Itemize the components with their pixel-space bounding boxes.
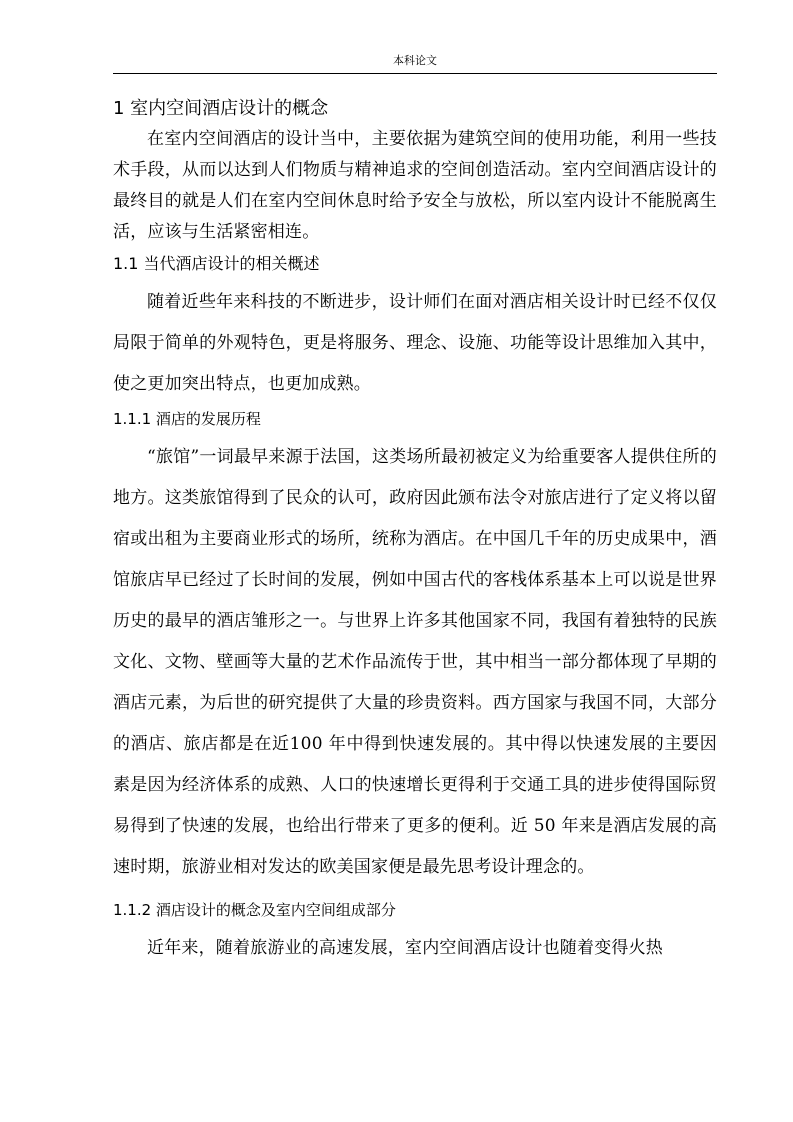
- subsection-heading-concept: 1.1.2 酒店设计的概念及室内空间组成部分: [113, 901, 396, 919]
- header-divider: [113, 73, 717, 74]
- concept-paragraph: 近年来，随着旅游业的高速发展，室内空间酒店设计也随着变得火热: [147, 938, 663, 958]
- section-heading: 1.1 当代酒店设计的相关概述: [113, 254, 320, 273]
- chapter-intro-paragraph: 在室内空间酒店的设计当中，主要依据为建筑空间的使用功能，利用一些技术手段，从而以达到人们物质与精神追求的空间创造活动。室内空间酒店设计的最终目的就是人们在室内空间休息时给予安全与放松，所以室内设计不能脱离生活，应该与生活紧密相连。: [113, 129, 717, 242]
- page-header: 本科论文: [393, 54, 437, 67]
- chapter-heading: 1 室内空间酒店设计的概念: [113, 98, 329, 119]
- subsection-heading-history: 1.1.1 酒店的发展历程: [113, 410, 261, 428]
- document-body: [113, 94, 717, 969]
- spacer: [113, 888, 717, 896]
- section-paragraph: 随着近些年来科技的不断进步，设计师们在面对酒店相关设计时已经不仅仅局限于简单的外观特色，更是将服务、理念、设施、功能等设计思维加入其中，使之更加突出特点，也更加成熟。: [113, 292, 717, 394]
- history-paragraph: “旅馆”一词最早来源于法国，这类场所最初被定义为给重要客人提供住所的地方。这类旅馆得到了民众的认可，政府因此颁布法令对旅店进行了定义将以留宿或出租为主要商业形式的场所，统称为酒店。在中国几千年的历史成果中，酒馆旅店早已经过了长时间的发展，例如中国古代的客栈体系基本上可以说是世界历史的最早的酒店雏形之一。与世界上许多其他国家不同，我国有着独特的民族文化、文物、壁画等大量的艺术作品流传于世，其中相当一部分都体现了早期的酒店元素，为后世的研究提供了大量的珍贵资料。西方国家与我国不同，大部分的酒店、旅店都是在近100 年中得到快速发展的。其中得以快速发展的主要因素是因为经济体系的成熟、人口的快速增长更得利于交通工具的进步使得国际贸易得到了快速的发展，也给出行带来了更多的便利。近 50 年来是酒店发展的高速时期，旅游业相对发达的欧美国家便是最先思考设计理念的。: [113, 447, 717, 877]
